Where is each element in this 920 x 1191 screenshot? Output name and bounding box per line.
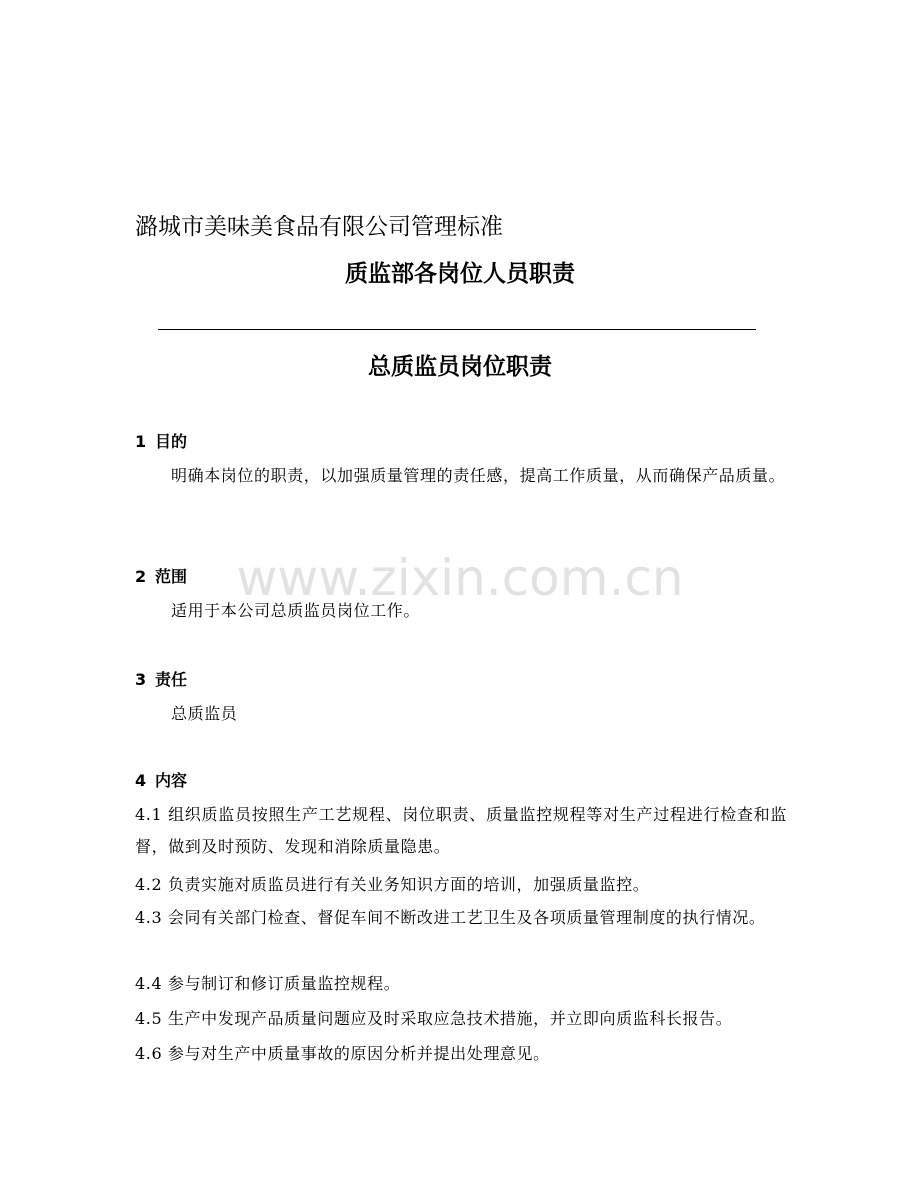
- heading-number: 2: [135, 567, 147, 586]
- content-item: 4.5 生产中发现产品质量问题应及时采取应急技术措施，并立即向质监科长报告。: [135, 1009, 733, 1028]
- purpose-text: 明确本岗位的职责，以加强质量管理的责任感，提高工作质量，从而确保产品质量。: [171, 466, 786, 485]
- heading-label: 目的: [155, 432, 188, 451]
- heading-label: 内容: [155, 771, 188, 790]
- heading-purpose: [135, 430, 187, 454]
- heading-label: 责任: [155, 670, 188, 689]
- content-item: 4.4 参与制订和修订质量监控规程。: [135, 974, 401, 993]
- heading-number: 1: [135, 432, 147, 451]
- content-item: 4.2 负责实施对质监员进行有关业务知识方面的培训，加强质量监控。: [135, 875, 650, 894]
- content-item: 4.3 会同有关部门检查、督促车间不断改进工艺卫生及各项质量管理制度的执行情况。: [135, 908, 766, 927]
- content-item: 4.6 参与对生产中质量事故的原因分析并提出处理意见。: [135, 1044, 550, 1063]
- heading-label: 范围: [155, 567, 188, 586]
- heading-responsibility: [135, 668, 187, 692]
- section-title: 总质监员岗位职责: [368, 354, 552, 380]
- company-standard-header: 潞城市美味美食品有限公司管理标准: [135, 214, 503, 240]
- watermark: www.zixin.com.cn: [236, 549, 684, 607]
- scope-text: 适用于本公司总质监员岗位工作。: [171, 601, 421, 620]
- responsibility-text: 总质监员: [171, 704, 238, 723]
- heading-number: 3: [135, 670, 147, 689]
- document-title: 质监部各岗位人员职责: [345, 261, 575, 287]
- heading-scope: [135, 565, 187, 589]
- title-divider: [158, 329, 756, 330]
- heading-number: 4: [135, 771, 147, 790]
- content-item: 4.1 组织质监员按照生产工艺规程、岗位职责、质量监控规程等对生产过程进行检查和监督，做到及时预防、发现和消除质量隐患。: [135, 805, 787, 856]
- heading-content: [135, 769, 187, 793]
